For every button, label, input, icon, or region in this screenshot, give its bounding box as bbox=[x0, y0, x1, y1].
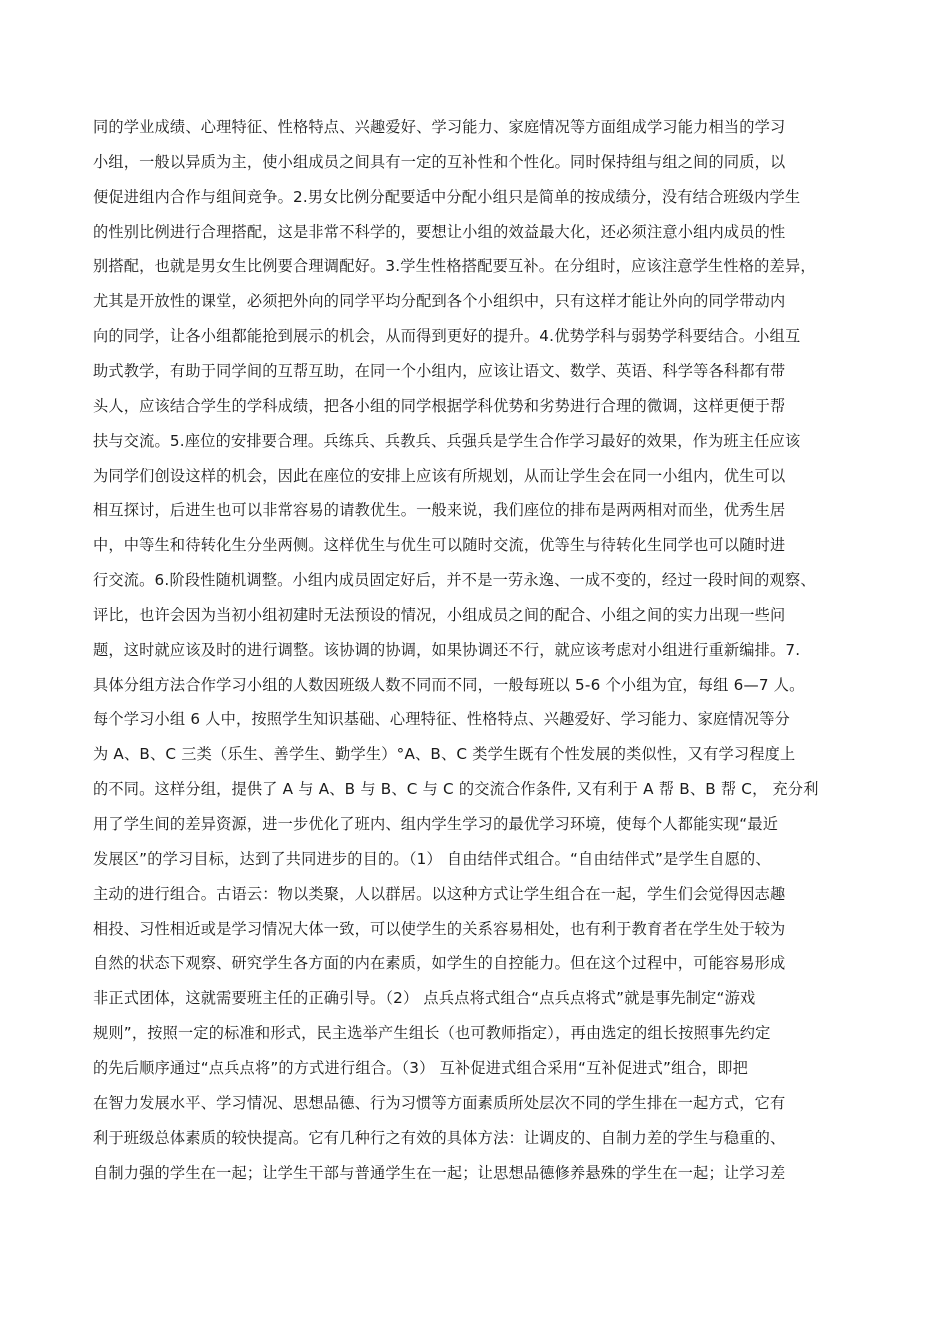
text-line: 相互探讨，后进生也可以非常容易的请教优生。一般来说，我们座位的排布是两两相对而坐，优秀生居 bbox=[93, 501, 786, 520]
text-line: 为 A、B、C 三类（乐生、善学生、勤学生）°A、B、C 类学生既有个性发展的类似性，又有学习程度上 bbox=[93, 745, 796, 764]
text-line: 的性别比例进行合理搭配，这是非常不科学的，要想让小组的效益最大化，还必须注意小组内成员的性 bbox=[93, 222, 786, 241]
text-line: 中，中等生和待转化生分坐两侧。这样优生与优生可以随时交流，优等生与待转化生同学也可以随时进 bbox=[93, 536, 786, 555]
text-line: 主动的进行组合。古语云：物以类聚，人以群居。以这种方式让学生组合在一起，学生们会觉得因志趣 bbox=[93, 884, 786, 903]
text-line: 评比，也许会因为当初小组初建时无法预设的情况，小组成员之间的配合、小组之间的实力出现一些问 bbox=[93, 605, 786, 624]
text-line: 行交流。6.阶段性随机调整。小组内成员固定好后，并不是一劳永逸、一成不变的，经过一段时间的观察、 bbox=[93, 571, 816, 590]
text-line: 为同学们创设这样的机会，因此在座位的安排上应该有所规划，从而让学生会在同一小组内，优生可以 bbox=[93, 466, 786, 485]
text-line: 利于班级总体素质的较快提高。它有几种行之有效的具体方法：让调皮的、自制力差的学生与稳重的、 bbox=[93, 1128, 786, 1147]
text-line: 的先后顺序通过“点兵点将”的方式进行组合。（3） 互补促进式组合采用“互补促进式”组合，即把 bbox=[93, 1058, 749, 1077]
text-line: 发展区”的学习目标，达到了共同进步的目的。（1） 自由结伴式组合。“自由结伴式”是学生自愿的、 bbox=[93, 849, 771, 868]
text-line: 同的学业成绩、心理特征、性格特点、兴趣爱好、学习能力、家庭情况等方面组成学习能力相当的学习 bbox=[93, 118, 786, 136]
text-line: 便促进组内合作与组间竞争。2.男女比例分配要适中分配小组只是简单的按成绩分，没有结合班级内学生 bbox=[93, 187, 801, 206]
text-line: 扶与交流。5.座位的安排要合理。兵练兵、兵教兵、兵强兵是学生合作学习最好的效果，作为班主任应该 bbox=[93, 431, 801, 450]
text-line: 用了学生间的差异资源，进一步优化了班内、组内学生学习的最优学习环境，使每个人都能实现“最近 bbox=[93, 815, 779, 833]
text-line: 自然的状态下观察、研究学生各方面的内在素质，如学生的自控能力。但在这个过程中，可能容易形成 bbox=[93, 954, 786, 973]
text-line: 小组，一般以异质为主，使小组成员之间具有一定的互补性和个性化。同时保持组与组之间的同质，以 bbox=[93, 152, 786, 171]
text-line: 向的同学，让各小组都能抢到展示的机会，从而得到更好的提升。4.优势学科与弱势学科要结合。小组互 bbox=[93, 327, 801, 346]
text-line: 自制力强的学生在一起；让学生干部与普通学生在一起；让思想品德修养悬殊的学生在一起；让学习差 bbox=[93, 1163, 786, 1182]
text-line: 相投、习性相近或是学习情况大体一致，可以使学生的关系容易相处，也有利于教育者在学生处于较为 bbox=[93, 919, 786, 938]
text-line: 的不同。这样分组，提供了 A 与 A、B 与 B、C 与 C 的交流合作条件, 又有利于 A 帮 B、B 帮 C， 充分利 bbox=[93, 780, 819, 799]
text-line: 头人，应该结合学生的学科成绩，把各小组的同学根据学科优势和劣势进行合理的微调，这样更便于帮 bbox=[93, 396, 786, 415]
text-line: 在智力发展水平、学习情况、思想品德、行为习惯等方面素质所处层次不同的学生排在一起方式，它有 bbox=[93, 1093, 786, 1112]
text-line: 助式教学，有助于同学间的互帮互助，在同一个小组内，应该让语文、数学、英语、科学等各科都有带 bbox=[93, 361, 786, 380]
text-line: 别搭配，也就是男女生比例要合理调配好。3.学生性格搭配要互补。在分组时，应该注意学生性格的差异， bbox=[93, 257, 816, 276]
text-line: 具体分组方法合作学习小组的人数因班级人数不同而不同，一般每班以 5-6 个小组为宜，每组 6—7 人。 bbox=[93, 675, 805, 694]
text-line: 题，这时就应该及时的进行调整。该协调的协调，如果协调还不行，就应该考虑对小组进行重新编排。7. bbox=[93, 640, 801, 659]
text-line: 规则”，按照一定的标准和形式，民主选举产生组长（也可教师指定），再由选定的组长按照事先约定 bbox=[93, 1024, 771, 1043]
text-line: 非正式团体，这就需要班主任的正确引导。（2） 点兵点将式组合“点兵点将式”就是事先制定“游戏 bbox=[93, 989, 756, 1008]
text-line: 尤其是开放性的课堂，必须把外向的同学平均分配到各个小组织中，只有这样才能让外向的同学带动内 bbox=[93, 292, 786, 311]
text-line: 每个学习小组 6 人中，按照学生知识基础、心理特征、性格特点、兴趣爱好、学习能力、家庭情况等分 bbox=[93, 710, 790, 729]
